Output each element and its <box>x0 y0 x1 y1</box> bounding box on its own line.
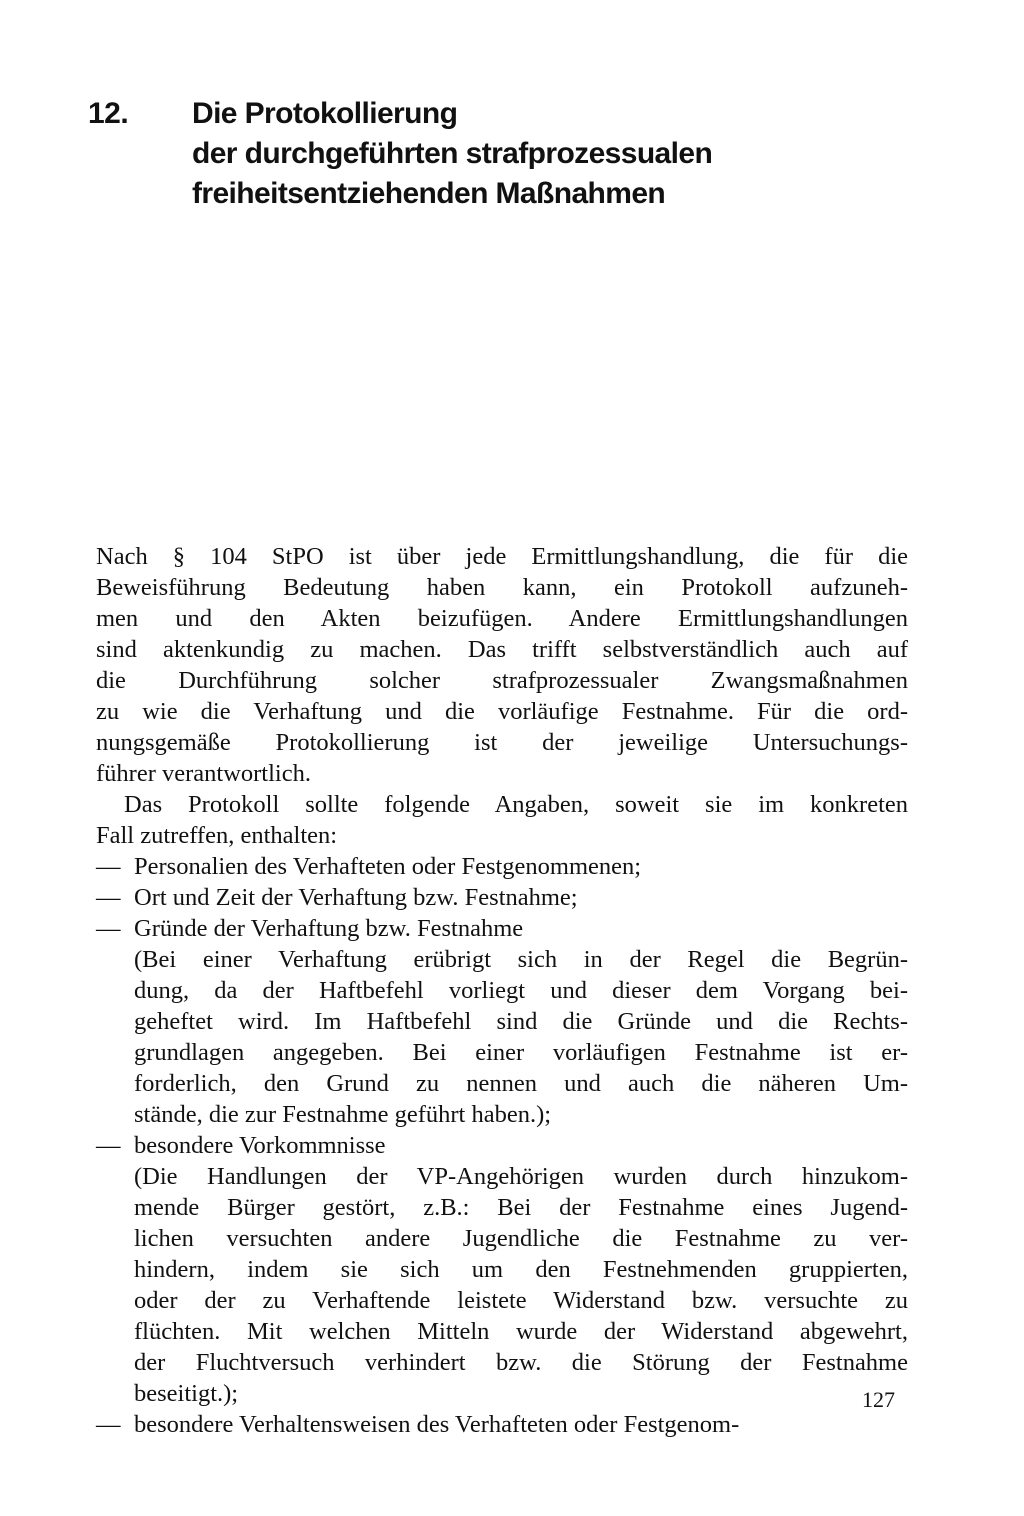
protocol-items-list <box>96 851 908 1440</box>
page-number: 127 <box>862 1387 895 1412</box>
paragraph-intro <box>96 541 908 789</box>
text-line: flüchten. Mit welchen Mitteln wurde der Widerstand abgewehrt, <box>134 1318 908 1345</box>
dash-bullet: — <box>96 1132 121 1159</box>
chapter-title-line: der durchgeführten strafprozessualen <box>192 137 713 170</box>
dash-bullet: — <box>96 884 121 911</box>
text-line: forderlich, den Grund zu nennen und auch die näheren Um- <box>134 1070 908 1097</box>
text-line: Fall zutreffen, enthalten: <box>96 822 338 849</box>
list-item <box>96 882 908 913</box>
list-item-text: Ort und Zeit der Verhaftung bzw. Festnahme; <box>134 884 578 911</box>
text-line: nungsgemäße Protokollierung ist der jeweilige Untersuchungs- <box>96 729 908 756</box>
text-line: hindern, indem sie sich um den Festnehmenden gruppierten, <box>134 1256 908 1283</box>
text-line: mende Bürger gestört, z.B.: Bei der Festnahme eines Jugend- <box>134 1194 908 1221</box>
paragraph-protocol <box>96 789 908 851</box>
chapter-title <box>192 94 952 214</box>
text-line: (Bei einer Verhaftung erübrigt sich in der Regel die Begrün- <box>134 946 908 973</box>
list-item-note <box>134 944 908 1130</box>
text-line: beseitigt.); <box>134 1380 239 1407</box>
text-line: Nach § 104 StPO ist über jede Ermittlungshandlung, die für die <box>96 543 908 570</box>
list-item <box>96 913 908 1130</box>
text-line: Das Protokoll sollte folgende Angaben, soweit sie im konkreten <box>124 791 908 818</box>
text-line: men und den Akten beizufügen. Andere Ermittlungshandlungen <box>96 605 908 632</box>
text-line: Beweisführung Bedeutung haben kann, ein Protokoll aufzuneh- <box>96 574 908 601</box>
list-item-text: Gründe der Verhaftung bzw. Festnahme <box>134 915 524 942</box>
list-item <box>96 1409 908 1440</box>
chapter-title-line: Die Protokollierung <box>192 97 458 130</box>
text-line: die Durchführung solcher strafprozessualer Zwangsmaßnahmen <box>96 667 908 694</box>
list-item-text: besondere Vorkommnisse <box>134 1132 386 1159</box>
text-line: oder der zu Verhaftende leistete Widerstand bzw. versuchte zu <box>134 1287 908 1314</box>
chapter-title-line: freiheitsentziehenden Maßnahmen <box>192 177 666 210</box>
text-line: sind aktenkundig zu machen. Das trifft selbstverständlich auch auf <box>96 636 908 663</box>
chapter-number: 12. <box>88 97 129 130</box>
text-line: grundlagen angegeben. Bei einer vorläufigen Festnahme ist er- <box>134 1039 908 1066</box>
body-text <box>96 541 908 1440</box>
text-line: lichen versuchten andere Jugendliche die Festnahme zu ver- <box>134 1225 908 1252</box>
dash-bullet: — <box>96 1411 121 1438</box>
text-line: zu wie die Verhaftung und die vorläufige Festnahme. Für die ord- <box>96 698 908 725</box>
text-line: dung, da der Haftbefehl vorliegt und dieser dem Vorgang bei- <box>134 977 908 1004</box>
list-item-note <box>134 1161 908 1409</box>
list-item <box>96 851 908 882</box>
list-item-text: Personalien des Verhafteten oder Festgenommenen; <box>134 853 642 880</box>
text-line: führer verantwortlich. <box>96 760 311 787</box>
dash-bullet: — <box>96 915 121 942</box>
list-item <box>96 1130 908 1409</box>
text-line: stände, die zur Festnahme geführt haben.); <box>134 1101 552 1128</box>
dash-bullet: — <box>96 853 121 880</box>
text-line: der Fluchtversuch verhindert bzw. die Störung der Festnahme <box>134 1349 908 1376</box>
text-line: geheftet wird. Im Haftbefehl sind die Gründe und die Rechts- <box>134 1008 908 1035</box>
list-item-text: besondere Verhaltensweisen des Verhafteten oder Festgenom- <box>134 1411 740 1438</box>
text-line: (Die Handlungen der VP-Angehörigen wurden durch hinzukom- <box>134 1163 908 1190</box>
